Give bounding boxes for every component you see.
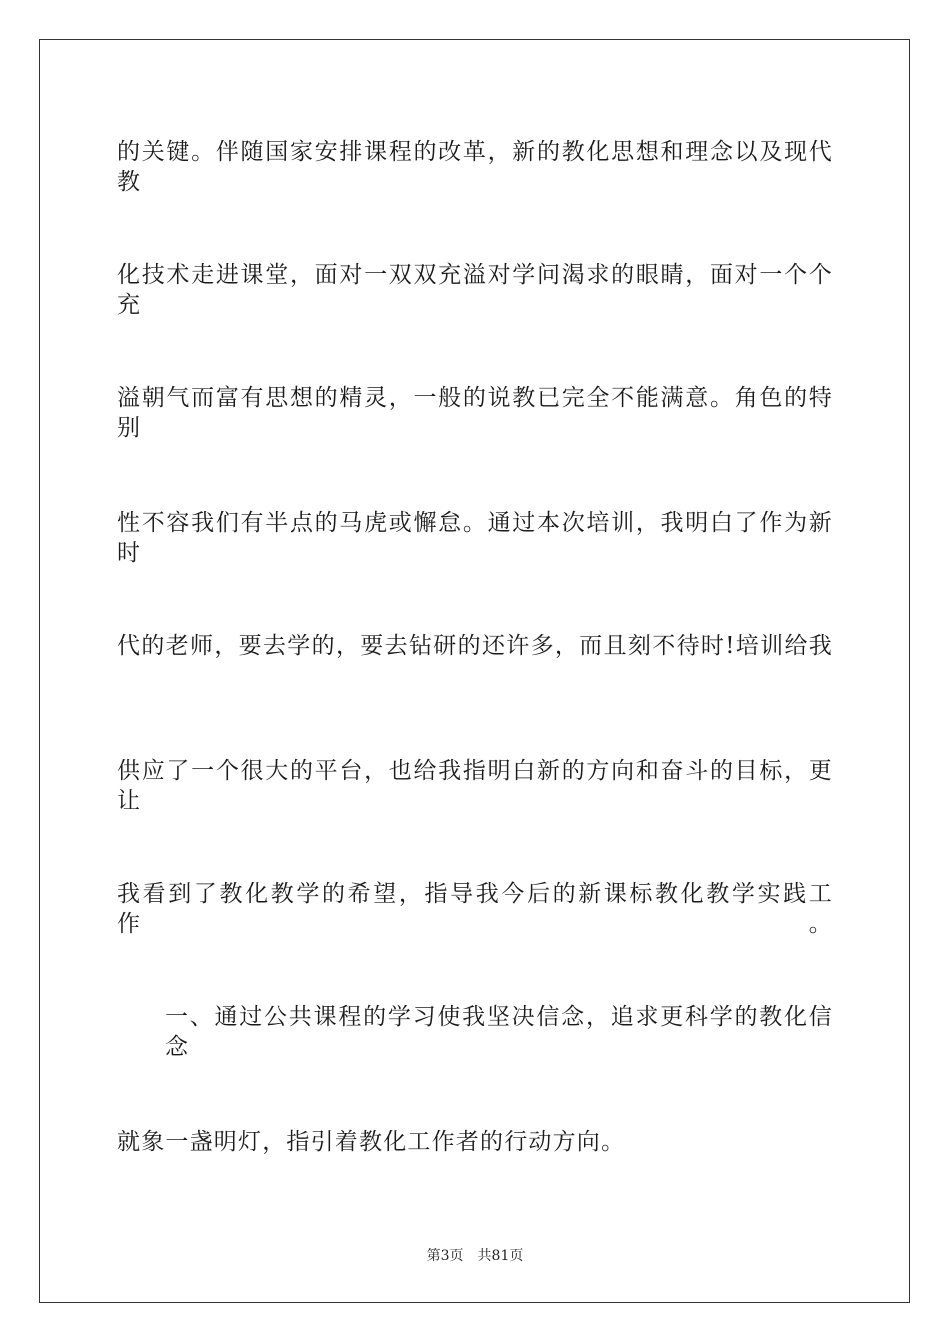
body-text-line: 的关键。伴随国家安排课程的改革，新的教化思想和理念以及现代教: [117, 139, 833, 195]
body-text-line: 溢朝气而富有思想的精灵，一般的说教已完全不能满意。角色的特别: [117, 385, 833, 441]
page-footer: [0, 1246, 950, 1266]
body-text-line: 就象一盏明灯，指引着教化工作者的行动方向。: [117, 1129, 626, 1155]
paragraph-heading-line: 一、通过公共课程的学习使我坚决信念，追求更科学的教化信念: [165, 1004, 833, 1060]
body-text-line: 供应了一个很大的平台，也给我指明白新的方向和奋斗的目标，更让: [117, 758, 833, 814]
total-pages: 共81页: [477, 1248, 524, 1264]
body-text-line: 性不容我们有半点的马虎或懈怠。通过本次培训，我明白了作为新时: [117, 510, 833, 566]
body-text-line: 我看到了教化教学的希望，指导我今后的新课标教化教学实践工作。: [117, 881, 833, 937]
current-page-number: 第3页: [426, 1248, 464, 1264]
body-text-line: 代的老师，要去学的，要去钻研的还许多，而且刻不待时!培训给我: [117, 633, 833, 659]
page-border: [39, 39, 910, 1303]
body-text-line: 化技术走进课堂，面对一双双充溢对学问渴求的眼睛，面对一个个充: [117, 262, 833, 318]
